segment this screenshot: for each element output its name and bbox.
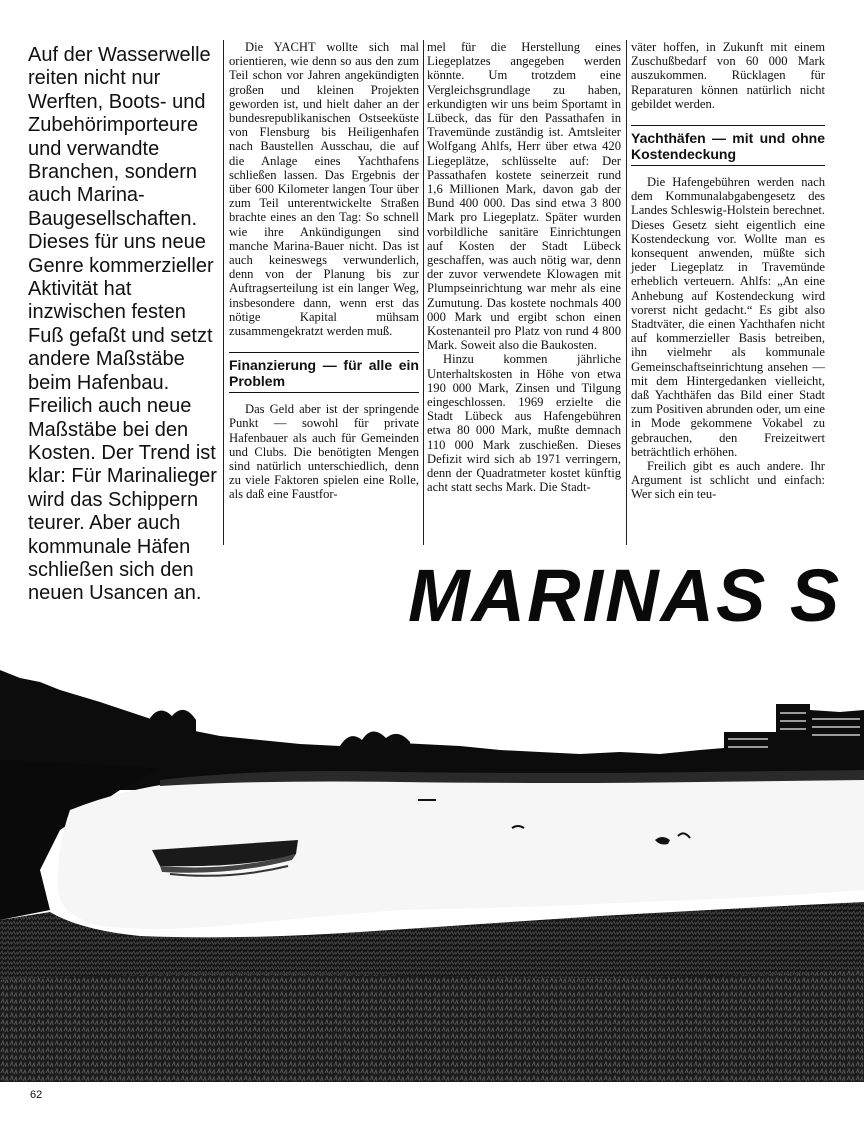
article-column-1 — [229, 40, 419, 502]
intro-text: Auf der Wasserwelle reiten nicht nur Werften, Boots- und Zubehörimporteure und verwandte Branchen, sondern auch Marina-Baugesellschaften. Dieses für uns neue Genre kommerzieller Aktivität hat inzwischen festen Fuß gefaßt und setzt andere Maßstäbe beim Hafenbau. Freilich auch neue Maßstäbe bei den Kosten. Der Trend ist klar: Für Marinalieger wird das Schippern teurer. Aber auch kommunale Häfen schließen sich den neuen Usancen an. — [28, 44, 217, 605]
subheading: Finanzierung — für alle ein Problem — [229, 352, 419, 393]
paragraph: Freilich gibt es auch andere. Ihr Argument ist schlicht und einfach: Wer sich ein teu- — [631, 459, 825, 502]
paragraph: mel für die Herstellung eines Liegeplatzes angegeben werden könnte. Um trotzdem eine Vergleichsgrundlage zu haben, erkundigten wir uns beim Sportamt in Lübeck, das für den Passathafen in Travemünde zuständig ist. Amtsleiter Wolfgang Ahlfs, Herr über etwa 420 Liegeplätze, schlüsselte auf: Der Passathafen kostete seinerzeit rund 1,6 Millionen Mark, davon gab der Bund 400 000. Das sind etwa 3 800 Mark pro Liegeplatz. Später wurden vorbildliche sanitäre Einrichtungen auf Kosten der Stadt Lübeck geschaffen, was auch nötig war, denn der zuvor verwendete Klowagen mit Plumpseinrichtung war mehr als eine Zumutung. Das kostete nochmals 400 000 Mark und ergibt schon einen Kostenanteil pro Platz von rund 4 800 Mark. Soweit also die Baukosten. — [427, 40, 621, 353]
paragraph: Hinzu kommen jährliche Unterhaltskosten in Höhe von etwa 190 000 Mark, Zinsen und Tilgung eingeschlossen. 1969 erzielte die Stadt Lübeck aus Hafengebühren etwa 80 000 Mark, mußte demnach 110 000 Mark zuschießen. Dieses Defizit wird sich ab 1971 verringern, denn der Quadratmeter kostet künftig acht statt sechs Mark. Die Stadt- — [427, 352, 621, 495]
article-column-3 — [631, 40, 825, 502]
harbor-landscape-photo — [0, 640, 864, 1085]
paragraph: Die Hafengebühren werden nach dem Kommunalabgabengesetz des Landes Schleswig-Holstein berechnet. Dieses Gesetz sieht eigentlich eine Kostendeckung vor. Wollte man es konsequent anwenden, müßte sich jeder Liegeplatz in Travemünde erheblich verteuern. Ahlfs: „An eine Anhebung auf Kostendeckung wird vorerst nicht gedacht.“ Es gibt also Stadtväter, die einen Yachthafen nicht auf kommerzieller Basis betreiben, ihn vielmehr als kommunale Gemeinschaftseinrichtung ansehen — mit dem Hintergedanken vielleicht, daß Yachthäfen das Bild einer Stadt zum Positiven abrunden oder, um eine in Mode gekommene Vokabel zu gebrauchen, den Freizeitwert beträchtlich erhöhen. — [631, 175, 825, 459]
page-number: 62 — [30, 1089, 43, 1101]
column-rule — [423, 40, 424, 545]
column-rule — [223, 40, 224, 545]
column-rule — [626, 40, 627, 545]
paragraph: väter hoffen, in Zukunft mit einem Zuschußbedarf von 60 000 Mark auszukommen. Rücklagen für Reparaturen können natürlich nicht gebildet werden. — [631, 40, 825, 111]
article-column-2 — [427, 40, 621, 495]
subheading: Yachthäfen — mit und ohne Kostendeckung — [631, 125, 825, 166]
paragraph: Das Geld aber ist der springende Punkt — sowohl für private Hafenbauer als auch für Gemeinden und Clubs. Die benötigten Mengen sind natürlich unterschiedlich, denn zu viele Faktoren spielen eine Rolle, als daß eine Faustfor- — [229, 402, 419, 502]
headline: MARINAS S — [408, 556, 842, 636]
paragraph: Die YACHT wollte sich mal orientieren, wie denn so aus den zum Teil schon vor Jahren angekündigten großen und kleinen Projekten geworden ist, und hielt daher an der bundesrepublikanischen Ostseeküste von Flensburg bis Heiligenhafen nach Baustellen Ausschau, die auf die Anlage eines Yachthafens schließen lassen. Das Ergebnis der über 600 Kilometer langen Tour über zum Teil unterentwickelte Straßen brachte eines an den Tag: So schnell wie ihre Ankündigungen sind manche Marina-Bauer nicht. Das ist auch keineswegs verwunderlich, denn von der Planung bis zur Auftragserteilung ist ein langer Weg, insbesondere dann, wenn erst das nötige Kapital mühsam zusammengekratzt werden muß. — [229, 40, 419, 339]
